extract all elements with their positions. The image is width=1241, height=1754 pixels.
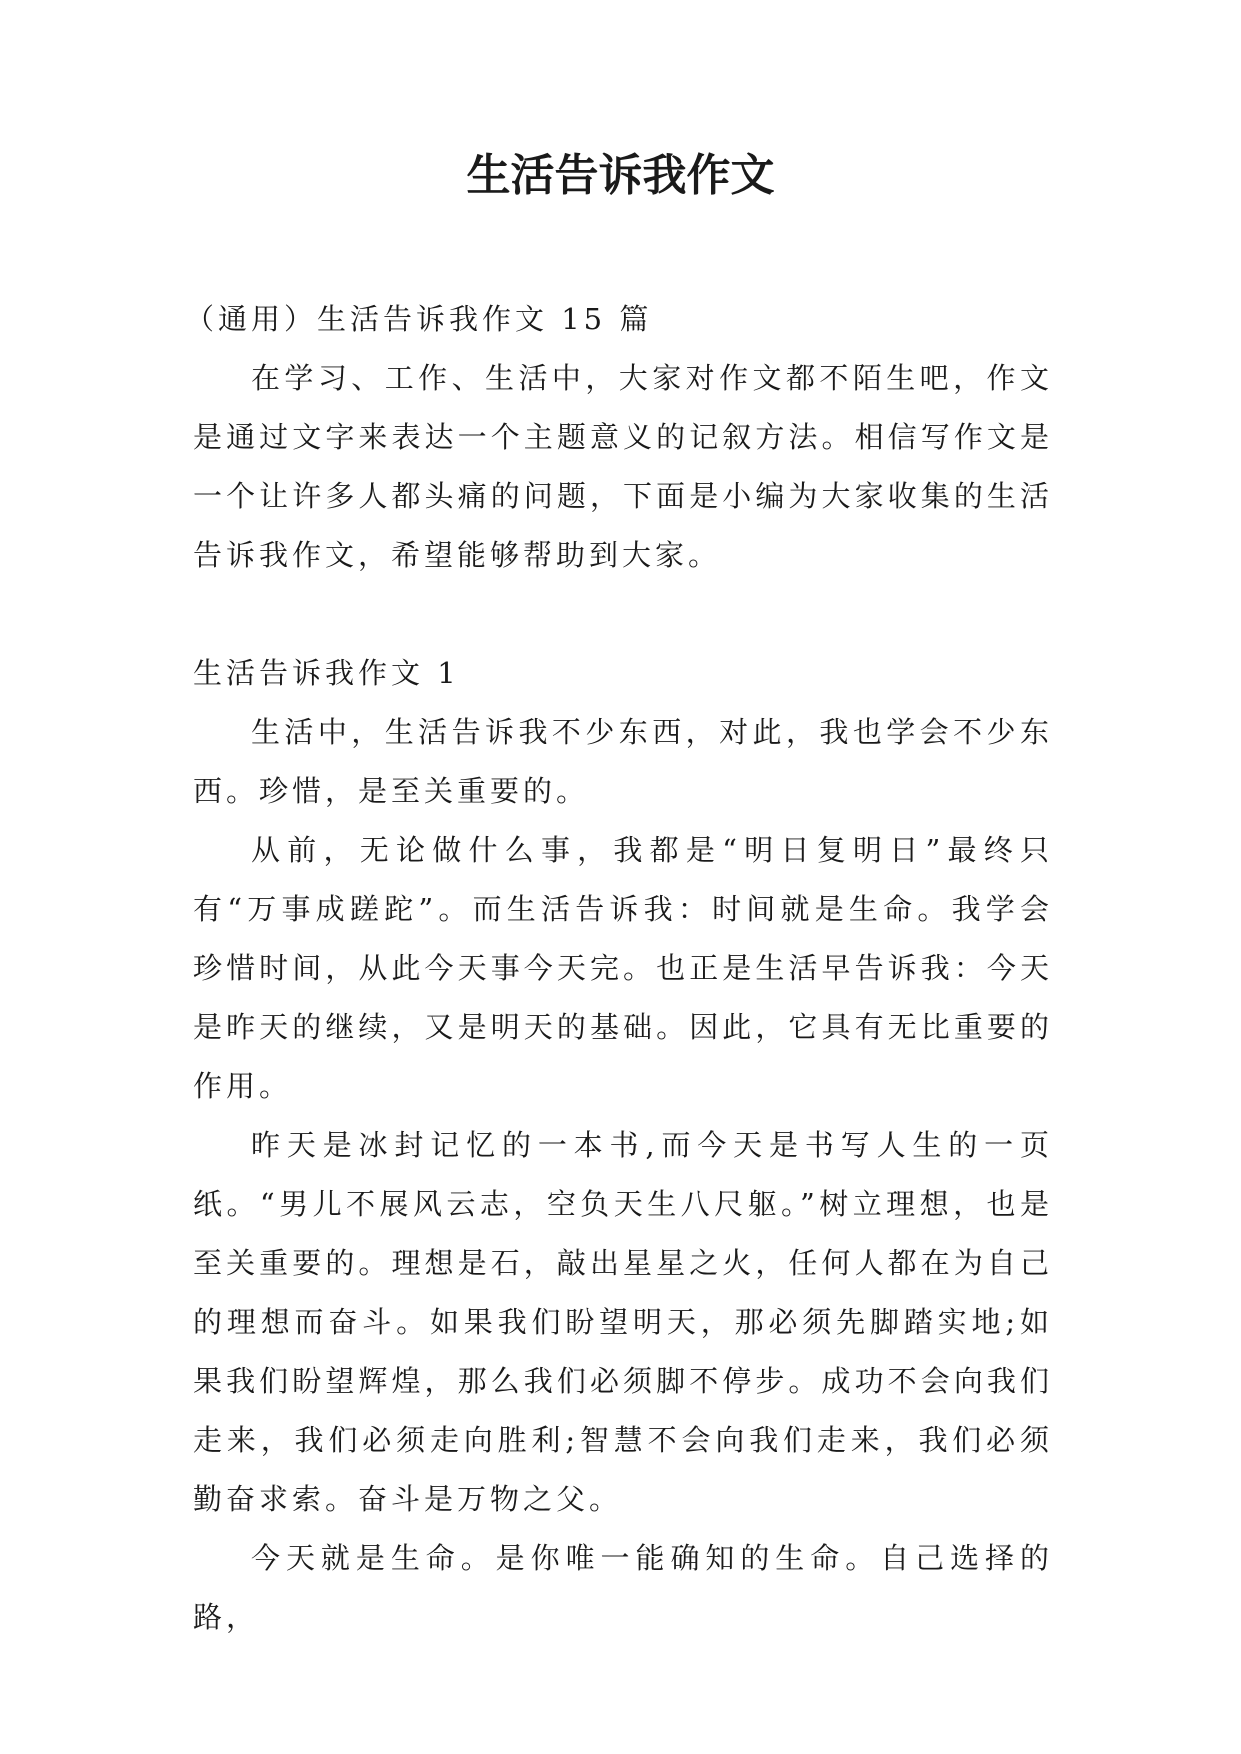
document-body [185,290,1053,1647]
document-subtitle: （通用）生活告诉我作文 15 篇 [185,302,653,336]
section-heading: 生活告诉我作文 1 [193,656,460,690]
section-spacer [193,585,1053,644]
body-paragraph: 昨天是冰封记忆的一本书,而今天是书写人生的一页纸。“男儿不展风云志，空负天生八尺躯。”树立理想，也是至关重要的。理想是石，敲出星星之火，任何人都在为自己的理想而奋斗。如果我们盼望明天，那必须先脚踏实地;如果我们盼望辉煌，那么我们必须脚不停步。成功不会向我们走来，我们必须走向胜利;智慧不会向我们走来，我们必须勤奋求索。奋斗是万物之父。 [193,1128,1053,1516]
document-title: 生活告诉我作文 [466,150,775,201]
intro-paragraph: 在学习、工作、生活中，大家对作文都不陌生吧，作文是通过文字来表达一个主题意义的记叙方法。相信写作文是一个让许多人都头痛的问题，下面是小编为大家收集的生活告诉我作文，希望能够帮助到大家。 [193,361,1053,572]
body-paragraph: 今天就是生命。是你唯一能确知的生命。自己选择的路， [193,1541,1053,1634]
body-paragraph: 从前，无论做什么事，我都是“明日复明日”最终只有“万事成蹉跎”。而生活告诉我：时间就是生命。我学会珍惜时间，从此今天事今天完。也正是生活早告诉我：今天是昨天的继续，又是明天的基础。因此，它具有无比重要的作用。 [193,833,1053,1103]
body-paragraph: 生活中，生活告诉我不少东西，对此，我也学会不少东西。珍惜，是至关重要的。 [193,715,1053,808]
